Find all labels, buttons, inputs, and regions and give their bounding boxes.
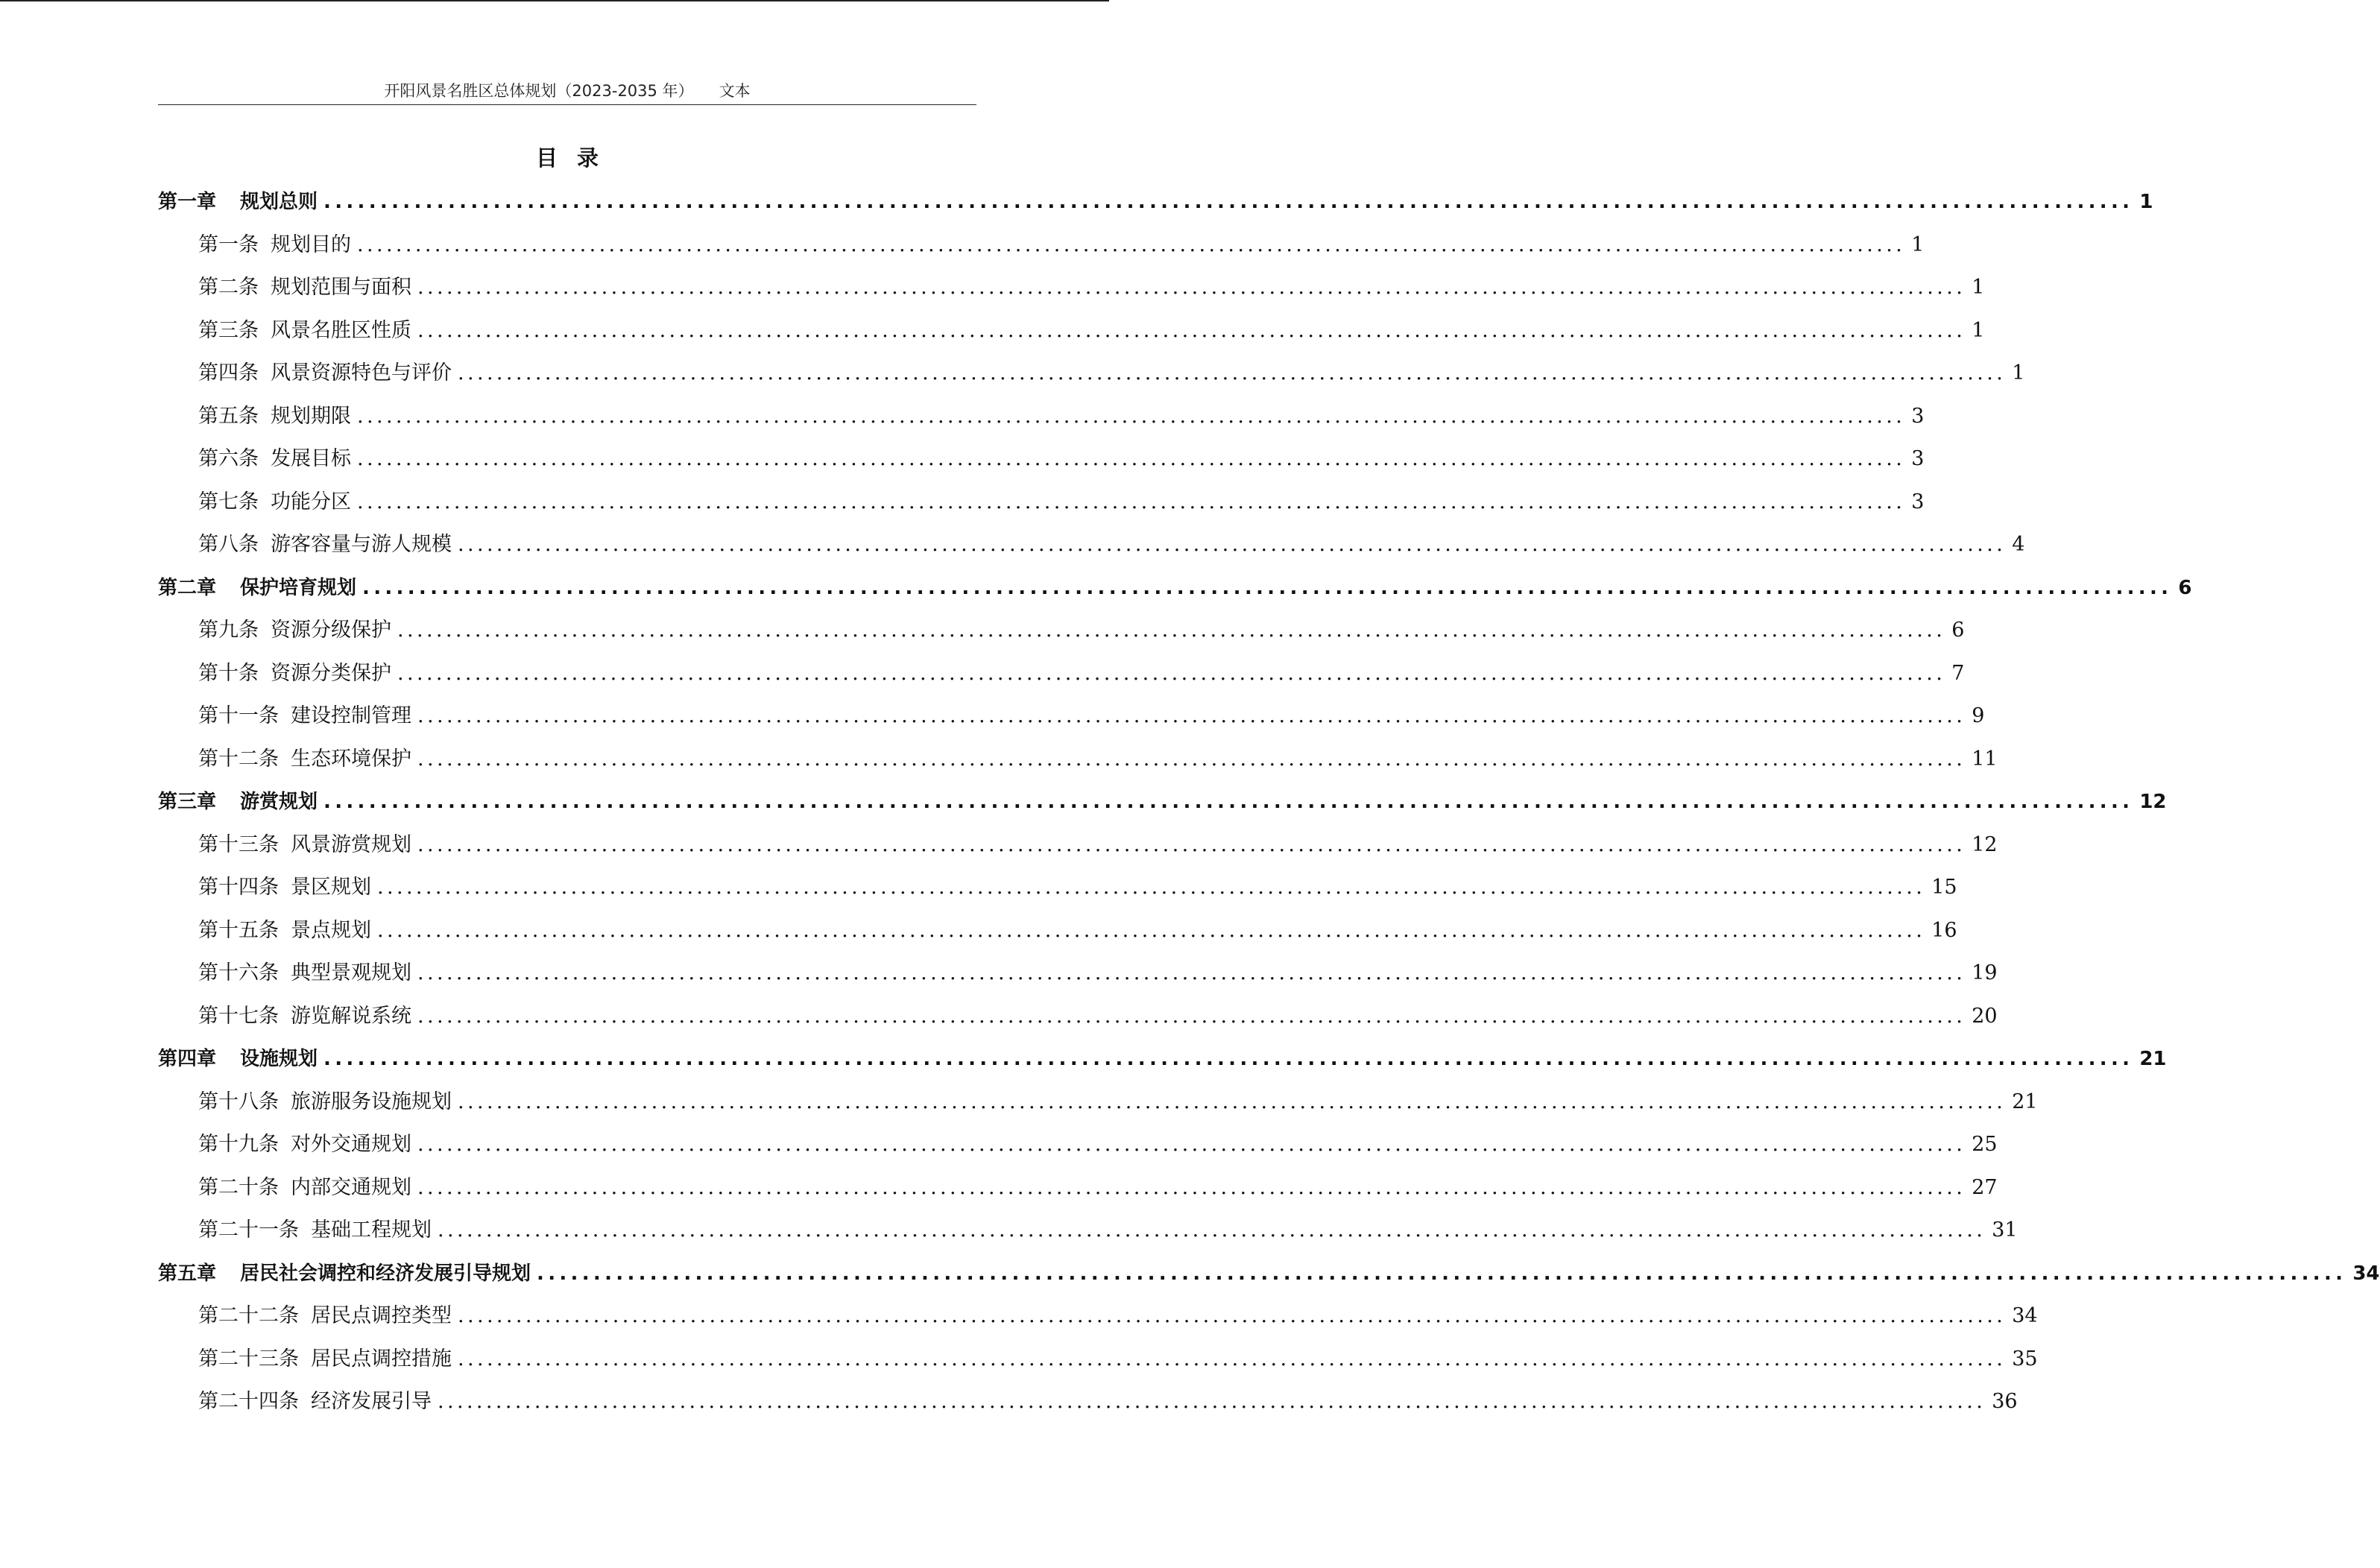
toc-entry-number: 第二十二条 bbox=[198, 1304, 299, 1327]
toc-entry-label bbox=[198, 530, 452, 560]
toc-article-entry[interactable] bbox=[198, 916, 1957, 946]
toc-dot-leader: ................................................................................................................................................................ bbox=[357, 490, 1906, 513]
toc-dot-leader: ................................................................................................................................................................ bbox=[397, 661, 1946, 685]
toc-page-number: 12 bbox=[2139, 791, 2167, 813]
toc-entry-label bbox=[198, 659, 391, 689]
toc-entry-label bbox=[198, 444, 351, 474]
toc-page-number: 12 bbox=[1972, 832, 1998, 856]
toc-dot-leader: ................................................................................................................................................................ bbox=[377, 918, 1926, 942]
toc-entry-number: 第五章 bbox=[158, 1262, 217, 1285]
toc-entry-title: 规划期限 bbox=[271, 404, 351, 428]
toc-page-number: 3 bbox=[1911, 490, 1925, 513]
toc-page-number: 1 bbox=[1972, 276, 1985, 299]
toc-dot-leader: ................................................................................................................................................................ bbox=[323, 191, 2134, 213]
toc-page-number: 21 bbox=[2139, 1048, 2167, 1070]
toc-dot-leader: ................................................................................................................................................................ bbox=[417, 276, 1966, 299]
toc-entry-title: 资源分类保护 bbox=[271, 661, 391, 685]
toc-chapter-entry[interactable] bbox=[158, 1044, 2167, 1074]
toc-entry-number: 第二章 bbox=[158, 576, 217, 599]
toc-entry-title: 规划总则 bbox=[240, 191, 318, 213]
toc-dot-leader: ................................................................................................................................................................ bbox=[458, 361, 2007, 385]
toc-entry-title: 典型景观规划 bbox=[291, 961, 411, 984]
toc-entry-number: 第二十一条 bbox=[198, 1218, 299, 1242]
toc-entry-title: 功能分区 bbox=[271, 490, 351, 513]
toc-entry-title: 规划范围与面积 bbox=[271, 276, 411, 299]
toc-entry-number: 第十三条 bbox=[198, 832, 279, 856]
toc-dot-leader: ................................................................................................................................................................ bbox=[377, 876, 1926, 899]
toc-entry-number: 第二条 bbox=[198, 276, 259, 299]
toc-dot-leader: ................................................................................................................................................................ bbox=[397, 619, 1946, 642]
toc-chapter-entry[interactable] bbox=[158, 187, 2153, 217]
toc-entry-title: 资源分级保护 bbox=[271, 619, 391, 642]
toc-article-entry[interactable] bbox=[198, 358, 2025, 388]
toc-page-number: 15 bbox=[1931, 876, 1957, 899]
toc-entry-title: 基础工程规划 bbox=[311, 1218, 432, 1242]
toc-dot-leader: ................................................................................................................................................................ bbox=[458, 1090, 2007, 1113]
toc-entry-label bbox=[158, 1259, 531, 1289]
toc-entry-number: 第十八条 bbox=[198, 1090, 279, 1113]
toc-article-entry[interactable] bbox=[198, 701, 1985, 731]
toc-article-entry[interactable] bbox=[198, 444, 1925, 474]
toc-entry-label bbox=[198, 1130, 411, 1160]
toc-entry-label bbox=[198, 830, 411, 860]
toc-entry-number: 第五条 bbox=[198, 404, 259, 428]
toc-entry-number: 第四章 bbox=[158, 1048, 217, 1070]
toc-page-number: 3 bbox=[1911, 404, 1925, 428]
toc-page-number: 19 bbox=[1972, 961, 1998, 984]
toc-entry-title: 居民社会调控和经济发展引导规划 bbox=[240, 1262, 531, 1285]
toc-entry-title: 居民点调控类型 bbox=[311, 1304, 452, 1327]
toc-entry-title: 游客容量与游人规模 bbox=[271, 533, 452, 556]
toc-entry-label bbox=[198, 1301, 452, 1331]
toc-entry-number: 第二十条 bbox=[198, 1175, 279, 1199]
toc-entry-title: 对外交通规划 bbox=[291, 1133, 411, 1156]
toc-page-number: 4 bbox=[2012, 533, 2025, 556]
toc-page-number: 20 bbox=[1972, 1004, 1998, 1028]
toc-entry-label bbox=[198, 1215, 432, 1245]
toc-dot-leader: ................................................................................................................................................................ bbox=[357, 404, 1906, 428]
toc-entry-label bbox=[198, 1387, 432, 1417]
toc-page-number: 1 bbox=[2012, 361, 2025, 385]
toc-entry-label bbox=[198, 402, 351, 431]
toc-dot-leader: ................................................................................................................................................................ bbox=[417, 704, 1966, 727]
toc-page-number: 1 bbox=[1972, 318, 1985, 342]
toc-page-number: 11 bbox=[1972, 747, 1998, 771]
toc-page-number: 31 bbox=[1992, 1218, 2018, 1242]
toc-article-entry[interactable] bbox=[198, 1002, 1998, 1031]
toc-entry-label bbox=[198, 916, 371, 946]
toc-page-number: 34 bbox=[2012, 1304, 2038, 1327]
toc-chapter-entry[interactable] bbox=[158, 787, 2167, 817]
toc-page-number: 35 bbox=[2012, 1347, 2038, 1371]
toc-entry-title: 内部交通规划 bbox=[291, 1175, 411, 1199]
toc-entry-title: 景点规划 bbox=[291, 918, 371, 942]
toc-entry-number: 第十五条 bbox=[198, 918, 279, 942]
toc-article-entry[interactable] bbox=[198, 1301, 2038, 1331]
toc-entry-title: 居民点调控措施 bbox=[311, 1347, 452, 1371]
toc-entry-label bbox=[198, 316, 411, 346]
toc-entry-label bbox=[198, 873, 371, 902]
toc-entry-label bbox=[198, 745, 411, 774]
toc-article-entry[interactable] bbox=[198, 487, 1925, 517]
toc-entry-label bbox=[198, 1344, 452, 1374]
toc-entry-number: 第十九条 bbox=[198, 1133, 279, 1156]
toc-page-number: 6 bbox=[2178, 576, 2192, 599]
toc-entry-title: 建设控制管理 bbox=[291, 704, 411, 727]
header-doc-type: 文本 bbox=[719, 82, 751, 100]
toc-dot-leader: ................................................................................................................................................................ bbox=[458, 1304, 2007, 1327]
toc-article-entry[interactable] bbox=[198, 530, 2025, 560]
toc-entry-label bbox=[198, 358, 452, 388]
toc-article-entry[interactable] bbox=[198, 1215, 2018, 1245]
toc-page-number: 1 bbox=[2139, 191, 2153, 213]
toc-chapter-entry[interactable] bbox=[158, 573, 2192, 603]
toc-article-entry[interactable] bbox=[198, 316, 1985, 346]
toc-entry-label bbox=[158, 187, 318, 217]
running-header bbox=[158, 78, 976, 105]
toc-entry-number: 第三章 bbox=[158, 791, 217, 813]
toc-entry-number: 第十二条 bbox=[198, 747, 279, 771]
toc-page-number: 27 bbox=[1972, 1175, 1998, 1199]
toc-page-number: 1 bbox=[1911, 233, 1925, 256]
toc-entry-number: 第一条 bbox=[198, 233, 259, 256]
header-title: 开阳风景名胜区总体规划（2023-2035 年） bbox=[384, 82, 694, 100]
toc-dot-leader: ................................................................................................................................................................ bbox=[438, 1218, 1986, 1242]
toc-dot-leader: ................................................................................................................................................................ bbox=[417, 1175, 1966, 1199]
toc-dot-leader: ................................................................................................................................................................ bbox=[362, 576, 2173, 599]
toc-entry-number: 第四条 bbox=[198, 361, 259, 385]
toc-page-number: 25 bbox=[1972, 1133, 1998, 1156]
toc-chapter-entry[interactable] bbox=[158, 1259, 2380, 1289]
toc-entry-label bbox=[158, 787, 318, 817]
toc-entry-label bbox=[198, 616, 391, 645]
toc-entry-number: 第二十三条 bbox=[198, 1347, 299, 1371]
toc-dot-leader: ................................................................................................................................................................ bbox=[537, 1262, 2347, 1285]
toc-page-number: 21 bbox=[2012, 1090, 2038, 1113]
toc-title: 目录 bbox=[535, 145, 618, 171]
toc-page-number: 16 bbox=[1931, 918, 1957, 942]
toc-article-entry[interactable] bbox=[198, 1344, 2038, 1374]
toc-entry-number: 第八条 bbox=[198, 533, 259, 556]
toc-page-number: 3 bbox=[1911, 447, 1925, 470]
toc-entry-number: 第七条 bbox=[198, 490, 259, 513]
toc-article-entry[interactable] bbox=[198, 873, 1957, 902]
toc-article-entry[interactable] bbox=[198, 402, 1925, 431]
toc-article-entry[interactable] bbox=[198, 1387, 2018, 1417]
toc-entry-title: 游览解说系统 bbox=[291, 1004, 411, 1028]
toc-entry-title: 景区规划 bbox=[291, 876, 371, 899]
toc-entry-title: 风景资源特色与评价 bbox=[271, 361, 452, 385]
toc-article-entry[interactable] bbox=[198, 659, 1965, 689]
toc-dot-leader: ................................................................................................................................................................ bbox=[417, 1004, 1966, 1028]
toc-entry-number: 第十四条 bbox=[198, 876, 279, 899]
toc-page-number: 34 bbox=[2352, 1262, 2380, 1285]
toc-entry-title: 旅游服务设施规划 bbox=[291, 1090, 452, 1113]
toc-entry-title: 生态环境保护 bbox=[291, 747, 411, 771]
toc-entry-title: 规划目的 bbox=[271, 233, 351, 256]
toc-dot-leader: ................................................................................................................................................................ bbox=[458, 1347, 2007, 1371]
toc-page-number: 6 bbox=[1951, 619, 1965, 642]
toc-dot-leader: ................................................................................................................................................................ bbox=[458, 533, 2007, 556]
toc-article-entry[interactable] bbox=[198, 830, 1998, 860]
toc-entry-number: 第一章 bbox=[158, 191, 217, 213]
toc-entry-label bbox=[158, 573, 356, 603]
toc-entry-title: 经济发展引导 bbox=[311, 1390, 432, 1413]
toc-entry-title: 设施规划 bbox=[240, 1048, 318, 1070]
toc-dot-leader: ................................................................................................................................................................ bbox=[438, 1390, 1986, 1413]
toc-entry-number: 第十六条 bbox=[198, 961, 279, 984]
page-top-border bbox=[0, 0, 1109, 1]
toc-article-entry[interactable] bbox=[198, 1087, 2038, 1117]
toc-dot-leader: ................................................................................................................................................................ bbox=[417, 832, 1966, 856]
toc-entry-label bbox=[198, 1002, 411, 1031]
toc-entry-label bbox=[198, 487, 351, 517]
toc-entry-title: 游赏规划 bbox=[240, 791, 318, 813]
toc-entry-label bbox=[198, 230, 351, 260]
toc-entry-number: 第十条 bbox=[198, 661, 259, 685]
toc-entry-number: 第九条 bbox=[198, 619, 259, 642]
toc-dot-leader: ................................................................................................................................................................ bbox=[357, 447, 1906, 470]
toc-entry-title: 风景游赏规划 bbox=[291, 832, 411, 856]
toc-dot-leader: ................................................................................................................................................................ bbox=[323, 791, 2134, 813]
toc-entry-number: 第三条 bbox=[198, 318, 259, 342]
toc-entry-label bbox=[198, 958, 411, 988]
toc-dot-leader: ................................................................................................................................................................ bbox=[323, 1048, 2134, 1070]
toc-article-entry[interactable] bbox=[198, 230, 1925, 260]
toc-page-number: 7 bbox=[1951, 661, 1965, 685]
toc-page-number: 9 bbox=[1972, 704, 1985, 727]
toc-dot-leader: ................................................................................................................................................................ bbox=[417, 961, 1966, 984]
toc-entry-title: 保护培育规划 bbox=[240, 576, 357, 599]
toc-page-number: 36 bbox=[1992, 1390, 2018, 1413]
toc-dot-leader: ................................................................................................................................................................ bbox=[417, 318, 1966, 342]
toc-entry-title: 发展目标 bbox=[271, 447, 351, 470]
toc-entry-label bbox=[198, 701, 411, 731]
toc-entry-label bbox=[198, 1173, 411, 1203]
toc-entry-label bbox=[158, 1044, 318, 1074]
toc-article-entry[interactable] bbox=[198, 616, 1965, 645]
toc-entry-label bbox=[198, 1087, 452, 1117]
toc-entry-number: 第十一条 bbox=[198, 704, 279, 727]
toc-article-entry[interactable] bbox=[198, 745, 1998, 774]
toc-dot-leader: ................................................................................................................................................................ bbox=[417, 747, 1966, 771]
toc-entry-title: 风景名胜区性质 bbox=[271, 318, 411, 342]
toc-entry-number: 第二十四条 bbox=[198, 1390, 299, 1413]
toc-dot-leader: ................................................................................................................................................................ bbox=[417, 1133, 1966, 1156]
toc-dot-leader: ................................................................................................................................................................ bbox=[357, 233, 1906, 256]
toc-article-entry[interactable] bbox=[198, 958, 1998, 988]
toc-article-entry[interactable] bbox=[198, 1173, 1998, 1203]
toc-article-entry[interactable] bbox=[198, 273, 1985, 303]
toc-entry-number: 第十七条 bbox=[198, 1004, 279, 1028]
toc-article-entry[interactable] bbox=[198, 1130, 1998, 1160]
toc-entry-label bbox=[198, 273, 411, 303]
toc-entry-number: 第六条 bbox=[198, 447, 259, 470]
